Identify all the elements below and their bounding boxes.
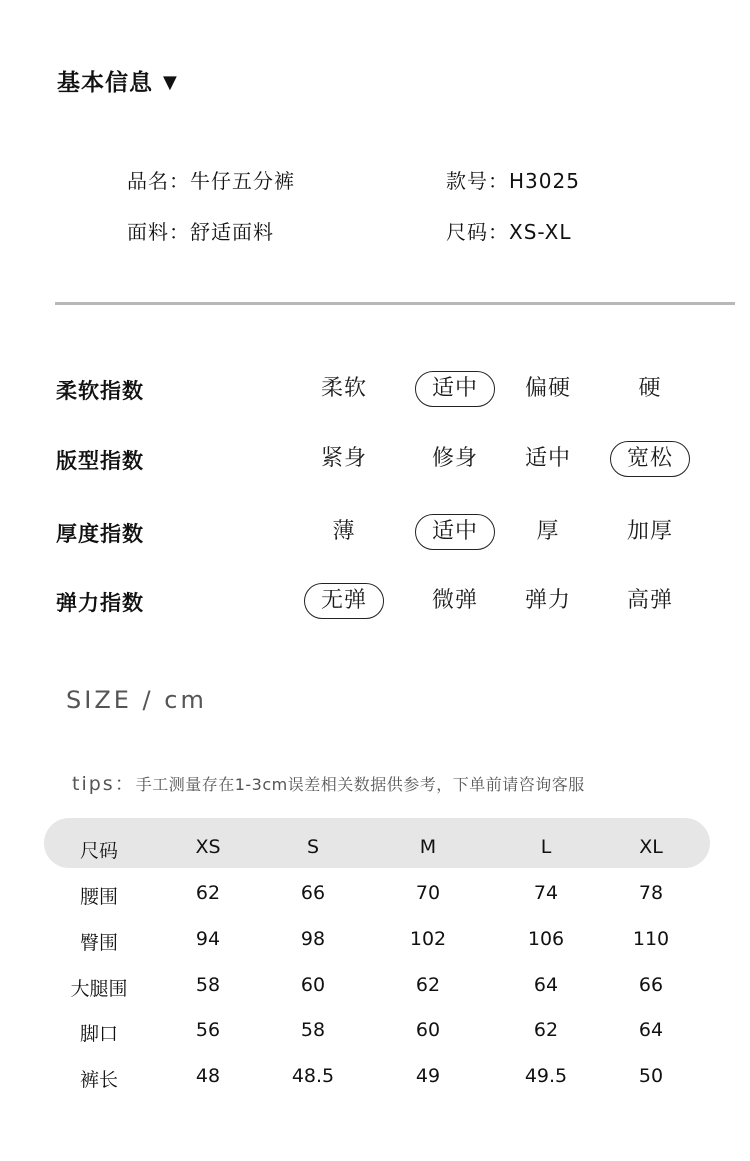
index-option: 高弹 [626,588,673,613]
table-row-label: 臀围 [79,932,118,954]
table-cell: 60 [415,1019,441,1041]
table-cell: 62 [533,1019,559,1041]
divider [55,302,735,305]
index-label: 弹力指数 [56,591,144,615]
table-cell: 102 [409,928,447,950]
table-header-cell: 尺码 [79,840,118,862]
table-cell: 64 [638,1019,664,1041]
index-label: 柔软指数 [56,379,144,403]
index-option: 薄 [332,519,356,544]
table-cell: 74 [533,882,559,904]
table-cell: 49 [415,1065,441,1087]
index-option: 硬 [638,376,662,401]
table-cell: 58 [195,974,221,996]
style-number: 款号：H3025 [446,169,580,193]
table-cell: 62 [415,974,441,996]
table-cell: 50 [638,1065,664,1087]
section-title-text: 基本信息 [57,70,153,96]
table-cell: 56 [195,1019,221,1041]
index-option-selected: 适中 [415,514,495,550]
index-option: 加厚 [626,519,673,544]
table-cell: 58 [300,1019,326,1041]
table-header-cell: S [306,836,320,858]
index-option: 柔软 [320,376,367,401]
table-header-cell: XL [639,836,663,858]
index-label: 厚度指数 [56,522,144,546]
table-row-label: 腰围 [79,886,118,908]
table-cell: 48.5 [291,1065,335,1087]
table-cell: 60 [300,974,326,996]
table-row-label: 裤长 [79,1069,118,1091]
tips-label: tips： [72,773,136,795]
section-title-basic-info [57,64,178,97]
table-cell: 64 [533,974,559,996]
table-cell: 66 [300,882,326,904]
size-range: 尺码：XS-XL [446,220,572,244]
table-cell: 48 [195,1065,221,1087]
product-name: 品名：牛仔五分裤 [127,169,295,193]
index-option: 适中 [524,446,571,471]
table-cell: 49.5 [524,1065,568,1087]
table-cell: 70 [415,882,441,904]
table-row-label: 脚口 [79,1023,118,1045]
table-cell: 98 [300,928,326,950]
triangle-down-icon: ▼ [163,72,178,93]
tips-note [72,769,585,796]
index-option: 修身 [431,446,478,471]
table-header-cell: M [419,836,437,858]
table-cell: 106 [527,928,565,950]
table-header-cell: L [540,836,552,858]
index-option: 紧身 [320,446,367,471]
index-option-selected: 宽松 [610,441,690,477]
table-cell: 110 [632,928,670,950]
index-label: 版型指数 [56,449,144,473]
table-row-label: 大腿围 [70,978,128,1000]
table-header-cell: XS [195,836,221,858]
tips-text: 手工测量存在1-3cm误差相关数据供参考，下单前请咨询客服 [135,775,585,794]
index-option: 厚 [536,519,560,544]
table-cell: 94 [195,928,221,950]
index-option: 微弹 [431,588,478,613]
index-option-selected: 适中 [415,371,495,407]
table-cell: 62 [195,882,221,904]
table-cell: 78 [638,882,664,904]
index-option: 弹力 [524,588,571,613]
size-heading: SIZE / cm [66,686,207,714]
index-option: 偏硬 [524,376,571,401]
index-option-selected: 无弹 [304,583,384,619]
fabric: 面料：舒适面料 [127,220,274,244]
table-cell: 66 [638,974,664,996]
